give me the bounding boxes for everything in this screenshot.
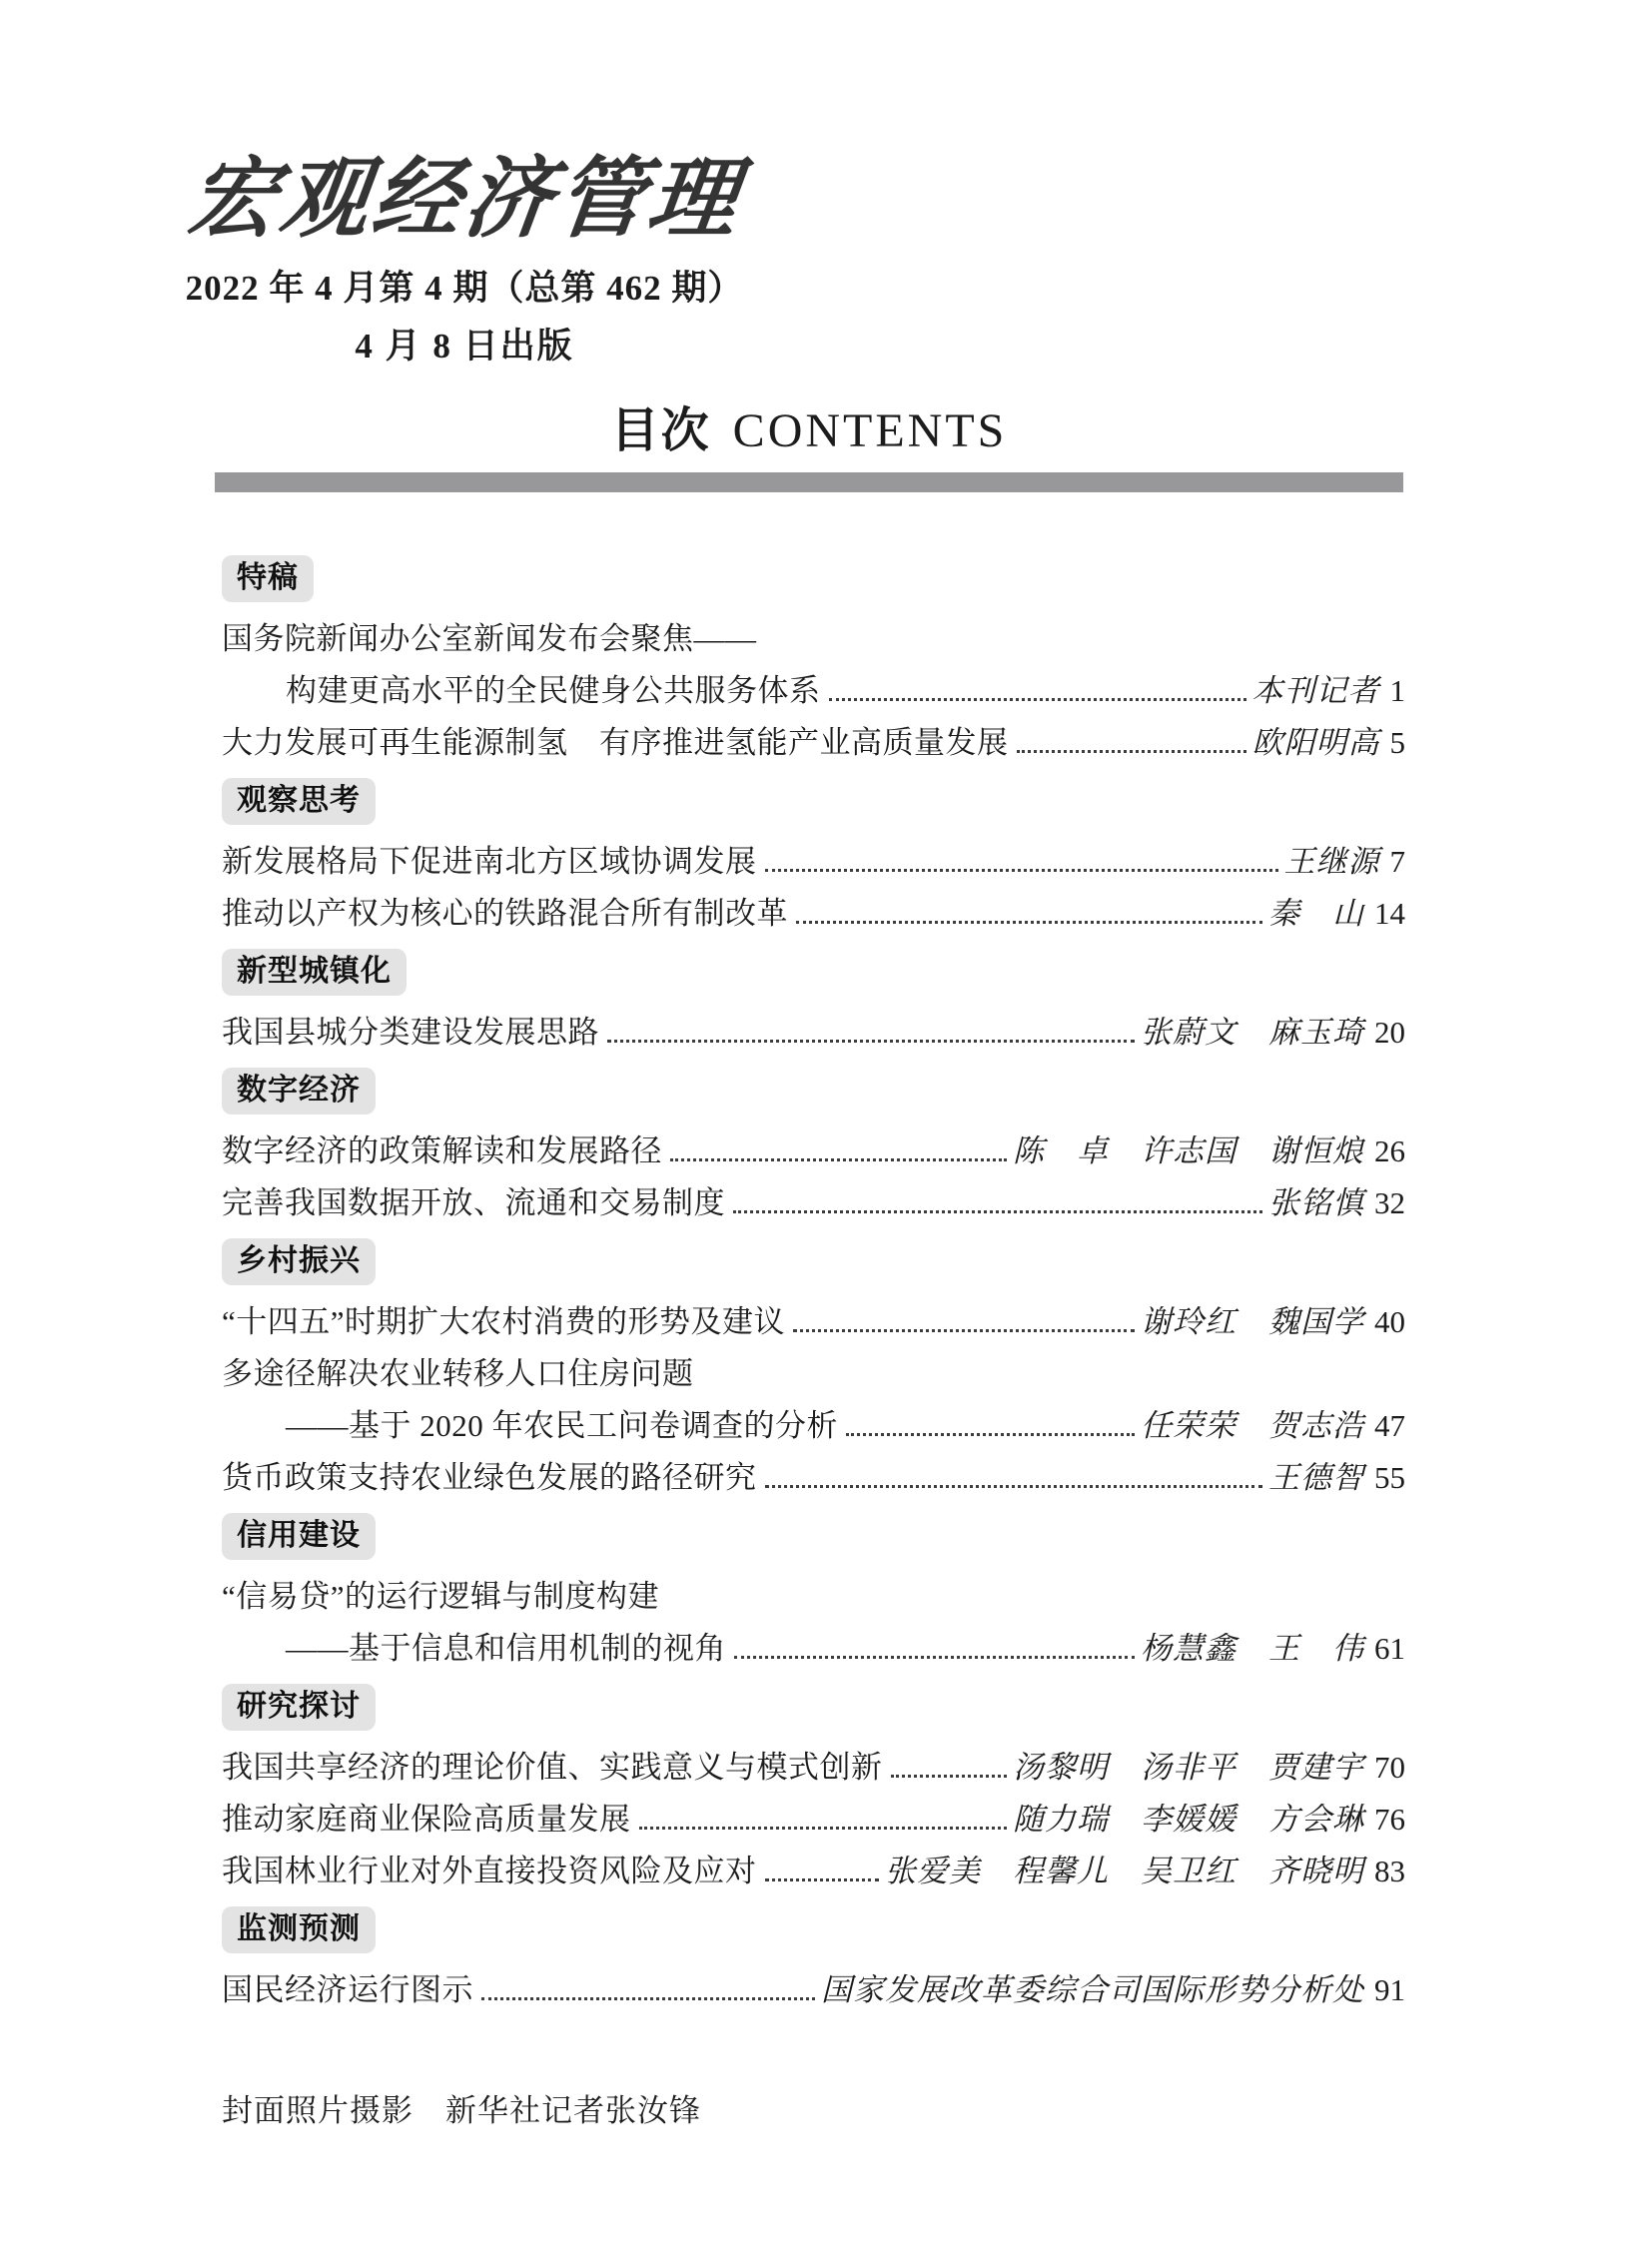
contents-title-cn: 目次 xyxy=(610,404,711,457)
section-badge: 监测预测 xyxy=(222,1906,376,1953)
dot-leader xyxy=(765,1463,1263,1488)
section-badge-row xyxy=(222,778,1405,825)
section-badge: 特稿 xyxy=(222,555,314,602)
issue-line: 2022 年 4 月第 4 期（总第 462 期） xyxy=(185,269,744,309)
section-badge: 乡村振兴 xyxy=(222,1238,376,1285)
toc-section xyxy=(222,949,1405,1050)
entry-title: 多途径解决农业转移人口住房问题 xyxy=(222,1356,694,1391)
entry-title: 我国林业行业对外直接投资风险及应对 xyxy=(222,1854,757,1888)
section-badge: 研究探讨 xyxy=(222,1684,376,1731)
entry-authors: 欧阳明高 xyxy=(1251,725,1380,760)
toc-entry xyxy=(222,1973,1405,2007)
entry-authors: 张爱美 程馨儿 吴卫红 齐晓明 xyxy=(885,1854,1364,1888)
entry-page: 61 xyxy=(1374,1631,1405,1666)
dot-leader xyxy=(829,676,1246,701)
contents-title-en: CONTENTS xyxy=(732,404,1008,457)
entry-title: 新发展格局下促进南北方区域协调发展 xyxy=(222,844,757,879)
toc-entry xyxy=(222,1461,1405,1495)
dot-leader xyxy=(765,1857,880,1881)
divider-bar xyxy=(215,472,1403,492)
section-badge-row xyxy=(222,1684,1405,1731)
toc-entry xyxy=(222,726,1405,760)
entry-title: 构建更高水平的全民健身公共服务体系 xyxy=(286,673,821,708)
journal-logo: 宏观经济管理 xyxy=(183,152,746,249)
toc-section xyxy=(222,1906,1405,2007)
toc-entry xyxy=(222,1855,1405,1888)
section-badge: 信用建设 xyxy=(222,1513,376,1560)
entry-authors: 陈 卓 许志国 谢恒烺 xyxy=(1013,1133,1364,1168)
section-badge-row xyxy=(222,555,1405,602)
entry-page: 76 xyxy=(1374,1802,1405,1837)
entry-title: 完善我国数据开放、流通和交易制度 xyxy=(222,1185,725,1220)
entry-title: 货币政策支持农业绿色发展的路径研究 xyxy=(222,1460,757,1495)
dot-leader xyxy=(1017,728,1246,753)
toc-entry xyxy=(222,897,1405,931)
entry-page: 55 xyxy=(1374,1460,1405,1495)
section-badge-row xyxy=(222,949,1405,996)
masthead xyxy=(150,150,779,369)
toc-entry xyxy=(222,674,1405,708)
toc-entry xyxy=(222,1409,1405,1443)
entry-page: 7 xyxy=(1389,844,1405,879)
section-badge: 观察思考 xyxy=(222,778,376,825)
toc-section xyxy=(222,1513,1405,1666)
entry-authors: 国家发展改革委综合司国际形势分析处 xyxy=(821,1972,1364,2007)
entry-authors: 张蔚文 麻玉琦 xyxy=(1141,1015,1364,1050)
section-badge: 数字经济 xyxy=(222,1068,376,1115)
dot-leader xyxy=(607,1018,1135,1043)
toc-entry xyxy=(222,845,1405,879)
entry-title: ——基于信息和信用机制的视角 xyxy=(286,1631,726,1666)
entry-authors: 本刊记者 xyxy=(1251,673,1380,708)
toc-entry xyxy=(222,1580,1405,1614)
entry-title: 大力发展可再生能源制氢 有序推进氢能产业高质量发展 xyxy=(222,725,1009,760)
toc-entry xyxy=(222,1803,1405,1837)
entry-page: 83 xyxy=(1374,1854,1405,1888)
entry-page: 70 xyxy=(1374,1750,1405,1785)
section-badge: 新型城镇化 xyxy=(222,949,407,996)
entry-title: “十四五”时期扩大农村消费的形势及建议 xyxy=(222,1304,786,1339)
entry-title: 我国共享经济的理论价值、实践意义与模式创新 xyxy=(222,1750,883,1785)
entry-page: 20 xyxy=(1374,1015,1405,1050)
entry-title: ——基于 2020 年农民工问卷调查的分析 xyxy=(286,1408,838,1443)
contents-title xyxy=(215,391,1403,460)
toc-entry xyxy=(222,1632,1405,1666)
entry-title: 推动家庭商业保险高质量发展 xyxy=(222,1802,631,1837)
section-badge-row xyxy=(222,1513,1405,1560)
entry-authors: 王德智 xyxy=(1268,1460,1364,1495)
dot-leader xyxy=(793,1307,1135,1332)
dot-leader xyxy=(734,1634,1135,1659)
toc-entry xyxy=(222,622,1405,656)
entry-authors: 王继源 xyxy=(1283,844,1380,879)
dot-leader xyxy=(670,1136,1007,1161)
entry-authors: 张铭慎 xyxy=(1268,1185,1364,1220)
toc-list xyxy=(222,551,1405,2025)
entry-page: 14 xyxy=(1374,896,1405,931)
dot-leader xyxy=(796,899,1262,924)
toc-entry xyxy=(222,1186,1405,1220)
toc-entry xyxy=(222,1016,1405,1050)
section-badge-row xyxy=(222,1238,1405,1285)
toc-section xyxy=(222,1068,1405,1220)
entry-page: 47 xyxy=(1374,1408,1405,1443)
publish-date-line: 4 月 8 日出版 xyxy=(355,327,574,367)
toc-section xyxy=(222,778,1405,931)
toc-entry xyxy=(222,1305,1405,1339)
entry-title: 国民经济运行图示 xyxy=(222,1972,473,2007)
entry-page: 5 xyxy=(1389,725,1405,760)
dot-leader xyxy=(639,1805,1008,1830)
entry-authors: 秦 山 xyxy=(1268,896,1364,931)
entry-title: 推动以产权为核心的铁路混合所有制改革 xyxy=(222,896,788,931)
cover-photo-credit: 封面照片摄影 新华社记者张汝锋 xyxy=(222,2093,701,2128)
toc-entry xyxy=(222,1751,1405,1785)
toc-entry xyxy=(222,1134,1405,1168)
dot-leader xyxy=(846,1411,1135,1436)
entry-title: 国务院新闻办公室新闻发布会聚焦—— xyxy=(222,621,757,656)
dot-leader xyxy=(765,847,1278,872)
section-badge-row xyxy=(222,1068,1405,1115)
toc-entry xyxy=(222,1357,1405,1391)
toc-section xyxy=(222,555,1405,760)
toc-section xyxy=(222,1684,1405,1888)
section-badge-row xyxy=(222,1906,1405,1953)
entry-authors: 杨慧鑫 王 伟 xyxy=(1141,1631,1364,1666)
entry-page: 40 xyxy=(1374,1304,1405,1339)
entry-page: 32 xyxy=(1374,1185,1405,1220)
dot-leader xyxy=(733,1188,1262,1213)
entry-title: 我国县城分类建设发展思路 xyxy=(222,1015,599,1050)
entry-authors: 汤黎明 汤非平 贾建宇 xyxy=(1013,1750,1364,1785)
entry-page: 91 xyxy=(1374,1972,1405,2007)
entry-page: 1 xyxy=(1389,673,1405,708)
entry-title: 数字经济的政策解读和发展路径 xyxy=(222,1133,662,1168)
dot-leader xyxy=(481,1975,815,2000)
entry-authors: 随力瑞 李媛媛 方会琳 xyxy=(1013,1802,1364,1837)
entry-authors: 任荣荣 贺志浩 xyxy=(1141,1408,1364,1443)
toc-section xyxy=(222,1238,1405,1495)
dot-leader xyxy=(891,1753,1008,1778)
entry-authors: 谢玲红 魏国学 xyxy=(1141,1304,1364,1339)
entry-page: 26 xyxy=(1374,1133,1405,1168)
entry-title: “信易贷”的运行逻辑与制度构建 xyxy=(222,1579,660,1614)
